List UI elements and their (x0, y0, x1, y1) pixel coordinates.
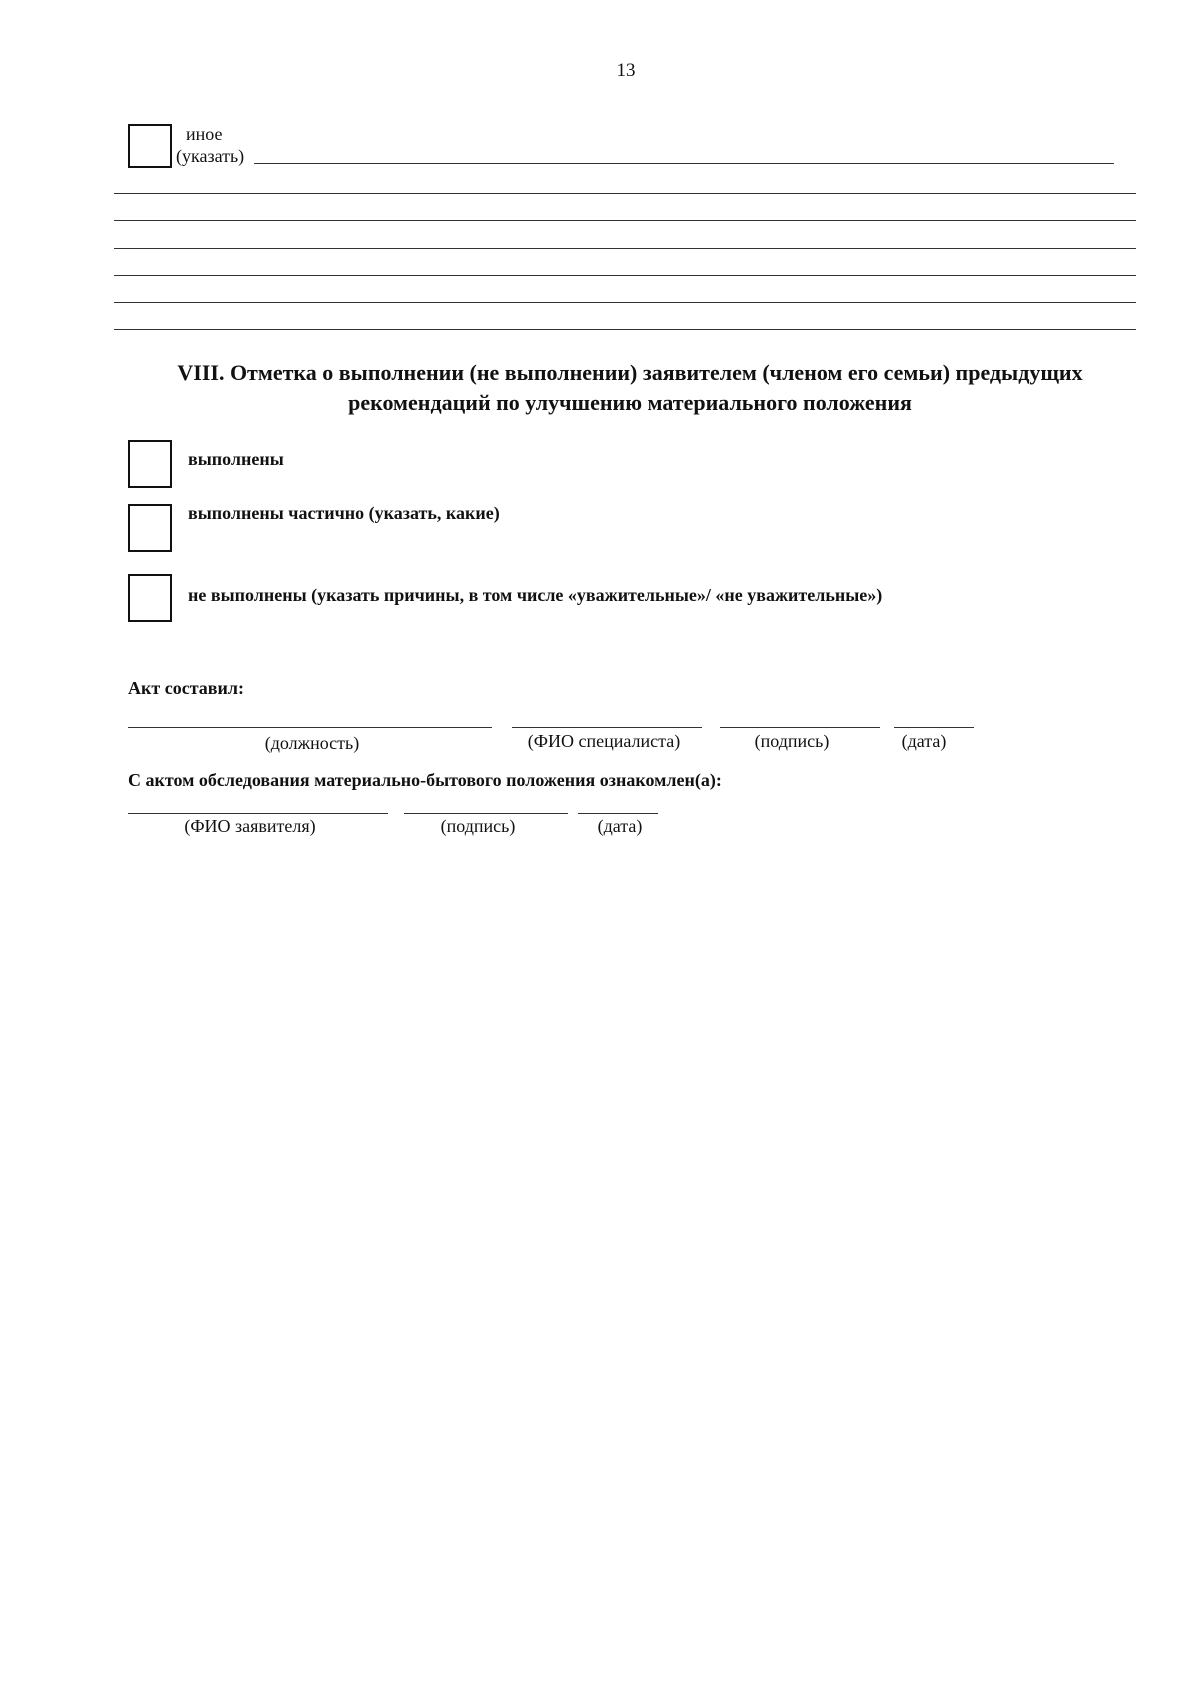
applicant-date-caption: (дата) (597, 816, 643, 836)
partially-completed-label: выполнены частично (указать, какие) (188, 503, 500, 523)
position-caption: (должность) (264, 733, 360, 753)
completed-checkbox[interactable] (128, 440, 172, 488)
other-label: иное (186, 124, 223, 144)
blank-line[interactable] (114, 329, 1136, 330)
position-line[interactable] (128, 727, 492, 728)
blank-line[interactable] (114, 248, 1136, 249)
not-completed-label: не выполнены (указать причины, в том числе «уважительные»/ «не уважительные») (188, 585, 883, 605)
blank-line[interactable] (114, 220, 1136, 221)
blank-line[interactable] (114, 275, 1136, 276)
other-specify-line[interactable] (254, 163, 1114, 164)
specialist-date-caption: (дата) (901, 731, 947, 751)
acknowledgement-label: С актом обследования материально-бытового положения ознакомлен(а): (128, 770, 722, 790)
blank-line[interactable] (114, 302, 1136, 303)
applicant-name-caption: (ФИО заявителя) (184, 816, 316, 836)
section-viii-title: VIII. Отметка о выполнении (не выполнении) заявителем (членом его семьи) предыдущих рекомендаций по улучшению материального положения (177, 360, 1083, 415)
applicant-date-line[interactable] (578, 813, 658, 814)
completed-label: выполнены (188, 449, 284, 469)
applicant-signature-caption: (подпись) (440, 816, 516, 836)
specialist-signature-line[interactable] (720, 727, 880, 728)
applicant-signature-line[interactable] (404, 813, 568, 814)
not-completed-checkbox[interactable] (128, 574, 172, 622)
specialist-name-line[interactable] (512, 727, 702, 728)
page-number: 13 (616, 60, 636, 81)
other-specify-label: (указать) (176, 146, 245, 166)
applicant-name-line[interactable] (128, 813, 388, 814)
specialist-signature-caption: (подпись) (754, 731, 830, 751)
act-compiled-label: Акт составил: (128, 678, 244, 698)
specialist-date-line[interactable] (894, 727, 974, 728)
blank-line[interactable] (114, 193, 1136, 194)
partially-completed-checkbox[interactable] (128, 504, 172, 552)
specialist-name-caption: (ФИО специалиста) (527, 731, 681, 751)
other-checkbox[interactable] (128, 124, 172, 168)
